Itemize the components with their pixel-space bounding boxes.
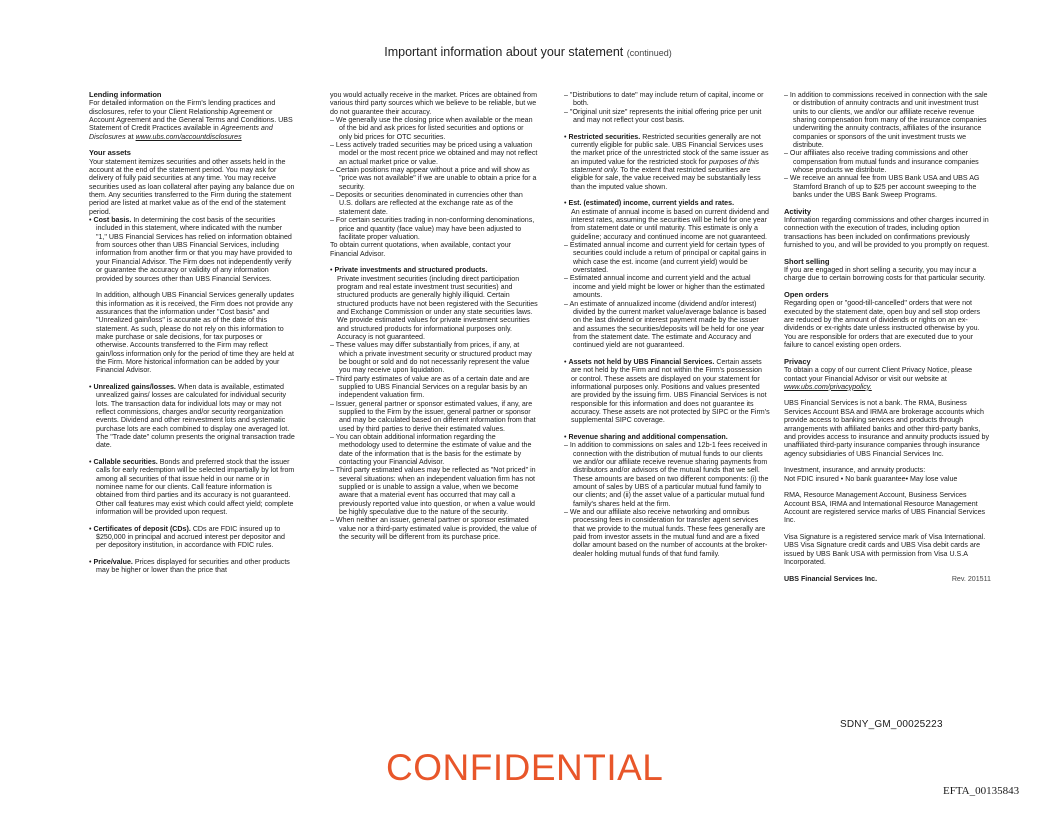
restricted-text-2: To the extent that restricted securities are eligible for sale, the value received may be substantially less than the imputed value shown. — [571, 166, 761, 191]
investment-disclaimer-line-2: Not FDIC insured • No bank guarantee• May lose value — [784, 474, 958, 483]
cds-label: Certificates of deposit (CDs). — [93, 524, 191, 533]
lending-text: For detailed information on the Firm's lending practices and disclosures, refer to your Client Relationship Agreement or Account Agreement and the General Terms and Conditions. UBS Statement of Credit Practices available in — [89, 99, 293, 133]
footer-revision: Rev. 201511 — [951, 574, 991, 583]
private-dash: – You can obtain additional information regarding the methodology used to determine the estimate of value and the date of the information that is the basis for the estimate by contacting your Financial Advisor. — [330, 433, 532, 467]
title-text: Important information about your statement — [384, 45, 624, 59]
price-item: • Price/value. Prices displayed for securities and other products may be higher or lower than the price that — [89, 557, 290, 575]
price-dash-text: Less actively traded securities may be priced using a valuation model or the most recent price we obtained and may not reflect an actual market price or value. — [335, 141, 538, 166]
restricted-text: Restricted securities generally are not currently eligible for public sale. UBS Financial Services uses the market price of the unrestricted stock of the same issuer as an imputed value for the restricted stock for — [571, 132, 769, 166]
est-income-item: • Est. (estimated) income, current yields and rates. — [564, 199, 735, 208]
efta-stamp: EFTA_00135843 — [943, 785, 1020, 797]
price-dash: – Less actively traded securities may be priced using a valuation model or the most recent price we obtained and may not reflect an actual market price or value. — [330, 141, 538, 166]
quotations-text: To obtain current quotations, when available, contact your Financial Advisor. — [330, 241, 512, 258]
unrealized-label: Unrealized gains/losses. — [93, 382, 176, 391]
assets-paragraph: Your statement itemizes securities and other assets held in the account at the end of the statement period. You may ask for delivery of fully paid securities at any time. You may receive securities used as loan collateral after paying any balance due on them. Any securities transferred to the Firm during the statement period are listed at market value as of the end of the statement period. — [89, 157, 295, 216]
restricted-item: • Restricted securities. Restricted securities generally are not currently eligible for public sale. UBS Financial Services uses the market price of the unrestricted stock of the same issuer as an imputed value for the restricted stock for purposes of this statement only. To the extent that restricted securities are eligible for sale, the value received may be substantially less than the imputed value shown. — [564, 132, 769, 191]
lending-heading: Lending information — [89, 90, 162, 99]
callable-label: Callable securities. — [93, 457, 158, 466]
dash-text: "Distributions to date" may include return of capital, income or both. — [569, 91, 764, 108]
price-dash: – Deposits or securities denominated in currencies other than U.S. dollars are reflected at the exchange rate as of the statement date. — [330, 191, 523, 216]
unrealized-item: • Unrealized gains/losses. When data is available, estimated unrealized gains/ losses are calculated for individual security lots. The transaction data for individual lots may or may not reflect commissions, charges and/or security reorganization events. Dividend and other reinvestment lots and systematic purchase lots are each combined to display one averaged lot. The "Trade date" column presents the original transaction trade date. — [89, 382, 295, 450]
unrealized-text: When data is available, estimated unrealized gains/ losses are calculated for individual security lots. The transaction data for individual lots may or may not reflect commissions, charges and/or security reorganization events. Dividend and other reinvestment lots and systematic purchase lots are each combined to display one averaged lot. The "Trade date" column presents the original transaction trade date. — [96, 382, 295, 450]
cost-basis-item: • Cost basis. In determining the cost basis of the securities included in this statement, where indicated with the number "1," UBS Financial Services has relied on information obtained from sources other than UBS Financial Services, including information from another firm or that you may have provided to your Financial Advisor. The Firm does not independently verify or guarantee the accuracy or validity of any information provided by sources other than UBS Financial Services. — [89, 216, 293, 283]
price-dash-text: For certain securities trading in non-conforming denominations, price and quantity (face value) may have been adjusted to facilitate proper valuation. — [335, 216, 535, 241]
assets-not-held-label: Assets not held by UBS Financial Services. — [568, 357, 715, 366]
title-continued: (continued) — [626, 48, 672, 58]
private-dash-text: These values may differ substantially from prices, if any, at which a private investment security or structured product may be bought or sold and do not necessarily represent the value you may receive upon liquidation. — [335, 341, 532, 375]
restricted-italic: purposes of this statement only. — [571, 157, 760, 175]
rma-text: RMA, Resource Management Account, Business Services Account BSA, IRMA and International Resource Management Account are registered service marks of UBS Financial Services Inc. — [784, 491, 986, 525]
confidential-watermark: CONFIDENTIAL — [386, 747, 664, 788]
column-1 — [89, 91, 295, 575]
private-dash-text: Third party estimates of value are as of a certain date and are supplied to UBS Financial Services on a regular basis by an independent valuation firm. — [335, 374, 530, 400]
account-disclosures-link[interactable]: www.ubs.com/accountdisclosures — [135, 132, 242, 141]
price-dash: – Certain positions may appear without a price and will show as "price was not available" if we are unable to obtain a price for a security. — [330, 166, 537, 191]
cds-text: CDs are FDIC insured up to $250,000 in principal and accrued interest per depositor and per depository institution, in accordance with FDIC rules. — [96, 524, 285, 550]
annuity-dash: – In addition to commissions received in connection with the sale or distribution of annuity contracts and unit investment trust units to our clients, we and/or our affiliate receive revenue sharing compensation from many of the insurance companies underwriting the annuity contracts, affiliates of the insurance companies or sponsors of the unit investment trusts we distribute. — [784, 91, 988, 150]
dash-text: "Original unit size" represents the initial offering price per unit and may not reflect your cost basis. — [569, 107, 762, 125]
private-text: Private investment securities (including direct participation program and real estate investment trust securities) and structured products are generally highly illiquid. Certain structured products have not been registered with the Securities and Exchange Commission or under any state securities laws. We provide estimated values for private investment securities and structured products for informational purposes only. Accuracy is not guaranteed. — [337, 274, 538, 341]
revenue-dash: – In addition to commissions on sales and 12b-1 fees received in connection with the distribution of mutual funds to our clients we and/or our affiliate receive revenue sharing payments from distributors and/or advisors of the mutual funds that we sell. These amounts are based on two different components: (i) the amount of sales by UBS of a particular mutual fund family to our clients; and (ii) the asset value of a particular mutual fund family's shares held at the firm. — [564, 441, 769, 508]
column-4 — [784, 91, 991, 583]
est-income-text: An estimate of annual income is based on current dividend and interest rates, assuming the securities will be held for one year from statement date or until maturity. This estimate is only a guideline; accuracy and continued income are not guaranteed. — [571, 207, 769, 241]
privacy-policy-link[interactable]: www.ubs.com/privacypolicy. — [784, 382, 872, 391]
activity-heading: Activity — [784, 206, 812, 216]
privacy-paragraph — [784, 366, 991, 391]
footer-company: UBS Financial Services Inc. — [784, 574, 878, 583]
price-dash-text: Deposits or securities denominated in currencies other than U.S. dollars are reflected at the exchange rate as of the statement date. — [335, 191, 523, 216]
lending-at: at — [127, 132, 134, 141]
revenue-dash-text: We and our affiliate also receive networking and omnibus processing fees in consideration for transfer agent services that we provide to the mutual funds. These fees generally are paid from investor assets in the mutual fund and are a fixed dollar amount based on the number of accounts at the broker-dealer holding mutual funds of that fund family. — [569, 508, 768, 558]
open-orders-heading: Open orders — [784, 290, 829, 300]
column-2 — [330, 91, 538, 542]
assets-not-held-item: • Assets not held by UBS Financial Services. Certain assets are not held by the Firm and not within the Firm's possession or control. These assets are displayed on your statement for informational purposes only. Positions and values presented are provided by the issuing firm. UBS Financial Services is not responsible for this information and does not guarantee its accuracy. These assets are not protected by SIPC or the Firm's supplemental SIPC coverage. — [564, 357, 770, 425]
short-selling-text: If you are engaged in short selling a security, you may incur a charge due to certain borrowing costs for that particular security. — [784, 266, 986, 283]
affiliates-dash: – Our affiliates also receive trading commissions and other compensation from mutual funds and insurance companies whose products we distribute. — [784, 149, 979, 175]
privacy-heading: Privacy — [784, 356, 811, 366]
cost-basis-paragraph-2: In addition, although UBS Financial Services generally updates this information as it is received, the Firm does not provide any assurances that the information under "Cost basis" and "Unrealized gain/loss" is accurate as of the date of this statement. As such, please do not rely on this information to make purchase or sale decisions, for tax purposes or otherwise. Accounts transferred to the Firm may reflect gain/loss information only for the period of time they are held at the Firm. More historical information can be added by your Financial Advisor. — [96, 291, 294, 375]
price-dash: – For certain securities trading in non-conforming denominations, price and quantity (face value) may have been adjusted to facilitate proper valuation. — [330, 216, 535, 241]
revenue-label: Revenue sharing and additional compensation. — [568, 432, 728, 441]
sweep-fee-dash: – We receive an annual fee from UBS Bank USA and UBS AG Stamford Branch of up to $25 per account sweeping to the banks under the UBS Bank Sweep Programs. — [784, 174, 980, 200]
revenue-dash: – We and our affiliate also receive networking and omnibus processing fees in consideration for transfer agent services that we provide to the mutual funds. These fees generally are paid from investor assets in the mutual fund and are a fixed dollar amount based on the number of accounts at the broker-dealer holding mutual funds of that fund family. — [564, 508, 768, 558]
open-orders-text: Regarding open or "good-till-cancelled" orders that were not executed by the statement date, open buy and sell stop orders are reduced by the amount of dividends or rights on an ex-dividends or ex-rights date unless instructed otherwise by you. You are responsible for orders that are executed due to your failure to cancel existing open orders. — [784, 299, 980, 350]
est-income-label: Est. (estimated) income, current yields and rates. — [568, 199, 735, 208]
investment-disclaimer-line-1: Investment, insurance, and annuity products: — [784, 466, 926, 475]
price-dash: – We generally use the closing price when available or the mean of the bid and ask prices for listed securities and options or only bid prices for OTC securities. — [330, 116, 533, 141]
restricted-label: Restricted securities. — [568, 132, 641, 141]
private-dash: – When neither an issuer, general partner or sponsor estimated value nor a third-party estimated value is provided, the value of the security will be different from its purchase price. — [330, 516, 537, 542]
private-dash: – These values may differ substantially from prices, if any, at which a private investment security or structured product may be bought or sold and do not necessarily represent the value you may receive upon liquidation. — [330, 341, 532, 375]
dash-text: We receive an annual fee from UBS Bank USA and UBS AG Stamford Branch of up to $25 per account sweeping to the banks under the UBS Bank Sweep Programs. — [789, 174, 980, 200]
activity-text: Information regarding commissions and other charges incurred in connection with the execution of trades, including option transactions has been included on confirmations previously furnished to you, and will be provided to you promptly on request. — [784, 216, 990, 250]
cost-basis-label: Cost basis. — [93, 216, 132, 225]
cds-item: • Certificates of deposit (CDs). CDs are FDIC insured up to $250,000 in principal and accrued interest per depositor and per depository institution, in accordance with FDIC rules. — [89, 524, 285, 550]
callable-item: • Callable securities. Bonds and preferred stock that the issuer calls for early redemption will be selected impartially by lot from among all securities of that issue held in our name or in nominee name for our clients. Call feature information is obtained from third parties and its accuracy is not guaranteed. Other call features may exist which could affect yield; complete information will be provided upon request. — [89, 457, 295, 516]
price-label: Price/value. — [93, 557, 133, 566]
bates-stamp: SDNY_GM_00025223 — [840, 719, 943, 730]
private-dash-text: You can obtain additional information regarding the methodology used to determine the estimate of value and the date of the information that is the basis for the estimate by contacting your Financial Advisor. — [335, 433, 532, 467]
price-dash-text: Certain positions may appear without a price and will show as "price was not available" if we are unable to obtain a price for a security. — [335, 166, 537, 191]
not-a-bank-text: UBS Financial Services is not a bank. The RMA, Business Services Account BSA and IRMA are brokerage accounts which provide access to banking services and products through arrangements with affiliated banks and other third-party banks, and provides access to insurance and annuity products issued by unaffiliated third-party insurance companies through insurance agency subsidiaries of UBS Financial Services Inc. — [784, 399, 990, 458]
private-dash: – Issuer, general partner or sponsor estimated values, if any, are supplied to the Firm by the issuer, general partner or sponsor and may be calculated based on different information from that used by third parties to derive their estimated values. — [330, 399, 536, 433]
lending-italic: Agreements and Disclosures — [89, 124, 273, 141]
unit-size-dash: – "Original unit size" represents the initial offering price per unit and may not reflect your cost basis. — [564, 107, 762, 125]
price-dash-text: We generally use the closing price when available or the mean of the bid and ask prices for listed securities and options or only bid prices for OTC securities. — [335, 116, 533, 141]
assets-heading: Your assets — [89, 148, 131, 158]
distributions-dash: – "Distributions to date" may include return of capital, income or both. — [564, 91, 764, 108]
visa-text: Visa Signature is a registered service mark of Visa International. UBS Visa Signature credit cards and UBS Visa debit cards are issued by UBS Bank USA with permission from Visa U.S.A Incorporated. — [784, 532, 986, 566]
price-text: Prices displayed for securities and other products may be higher or lower than the price that — [96, 557, 290, 575]
cost-basis-text: In determining the cost basis of the securities included in this statement, where indicated with the number "1," UBS Financial Services has relied on information obtained from sources other than UBS Financial Services, including information from another firm or that you may have provided to your Financial Advisor. The Firm does not independently verify or guarantee the accuracy or validity of any information provided by sources other than UBS Financial Services. — [96, 216, 293, 283]
page-footer — [784, 575, 991, 583]
price-continued: you would actually receive in the market. Prices are obtained from various third party sources which we believe to be reliable, but we do not guarantee their accuracy. — [330, 91, 538, 116]
short-selling-heading: Short selling — [784, 256, 830, 266]
private-dash-text: When neither an issuer, general partner or sponsor estimated value nor a third-party estimated value is provided, the value of the security will be different from its purchase price. — [335, 516, 537, 542]
private-dash: – Third party estimated values may be reflected as "Not priced" in several situations: when an independent valuation firm has not supplied or is unable to assign a value, when we become aware that a material event has occurred that may call a previously reported value into question, or when a value would be highly speculative due to the nature of the security. — [330, 466, 536, 517]
revenue-dash-text: In addition to commissions on sales and 12b-1 fees received in connection with the distribution of mutual funds to our clients we and/or our affiliate receive revenue sharing payments from distributors and/or advisors of the mutual funds that we sell. These amounts are based on two different components: (i) the amount of sales by UBS of a particular mutual fund family to our clients; and (ii) the asset value of a particular mutual fund family's shares held at the firm. — [569, 441, 769, 508]
lending-paragraph — [89, 99, 295, 141]
private-dash-text: Third party estimated values may be reflected as "Not priced" in several situations: when an independent valuation firm has not supplied or is unable to assign a value, when we become aware that a material event has occurred that may call a previously reported value into question, or when a value would be highly speculative due to the nature of the security. — [335, 466, 536, 517]
private-dash: – Third party estimates of value are as of a certain date and are supplied to UBS Financial Services on a regular basis by an independent valuation firm. — [330, 374, 530, 400]
dash-text: Our affiliates also receive trading commissions and other compensation from mutual funds and insurance companies whose products we distribute. — [789, 149, 979, 175]
est-dash-text: Estimated annual income and current yield for certain types of securities could include a return of principal or capital gains in which case the est. income (and current yield) would be overstated. — [569, 241, 767, 275]
est-dash: – Estimated annual income and current yield for certain types of securities could include a return of principal or capital gains in which case the est. income (and current yield) would be overstated. — [564, 241, 767, 275]
revenue-item: • Revenue sharing and additional compensation. — [564, 432, 728, 441]
est-dash: – Estimated annual income and current yield and the actual income and yield might be lower or higher than the estimated amounts. — [564, 274, 765, 300]
private-label: Private investments and structured products. — [334, 266, 488, 275]
assets-not-held-text: Certain assets are not held by the Firm and not within the Firm's possession or control. These assets are displayed on your statement for informational purposes only. Positions and values presented are provided by the issuing firm. UBS Financial Services is not responsible for this information and does not guarantee its accuracy. These assets are not protected by SIPC or the Firm's supplemental SIPC coverage. — [571, 357, 770, 425]
est-dash-text: Estimated annual income and current yield and the actual income and yield might be lower or higher than the estimated amounts. — [569, 274, 765, 300]
column-3 — [564, 91, 770, 558]
est-dash: – An estimate of annualized income (dividend and/or interest) divided by the current market value/average balance is based on the last dividend or interest payment made by the issuer and assumes the securities/deposits will be held for one year from the statement date. The estimate and Accuracy and continued yield are not guaranteed. — [564, 299, 767, 350]
private-dash-text: Issuer, general partner or sponsor estimated values, if any, are supplied to the Firm by the issuer, general partner or sponsor and may be calculated based on different information from that used by third parties to derive their estimated values. — [335, 399, 536, 433]
privacy-text: To obtain a copy of our current Client Privacy Notice, please contact your Financial Advisor or visit our website at — [784, 366, 973, 383]
dash-text: In addition to commissions received in connection with the sale or distribution of annuity contracts and unit investment trust units to our clients, we and/or our affiliate receive revenue sharing compensation from many of the insurance companies underwriting the annuity contracts, affiliates of the insurance companies or sponsors of the unit investment trusts we distribute. — [789, 91, 988, 150]
callable-text: Bonds and preferred stock that the issuer calls for early redemption will be selected impartially by lot from among all securities of that issue held in our name or in nominee name for our clients. Call feature information is obtained from third parties and its accuracy is not guaranteed. Other call features may exist which could affect yield; complete information will be provided upon request. — [96, 457, 295, 516]
page-title — [0, 45, 1056, 59]
private-item: • Private investments and structured products. — [330, 266, 488, 275]
est-dash-text: An estimate of annualized income (dividend and/or interest) divided by the current market value/average balance is based on the last dividend or interest payment made by the issuer and assumes the securities/deposits will be held for one year from the statement date. The estimate and Accuracy and continued yield are not guaranteed. — [569, 299, 767, 350]
